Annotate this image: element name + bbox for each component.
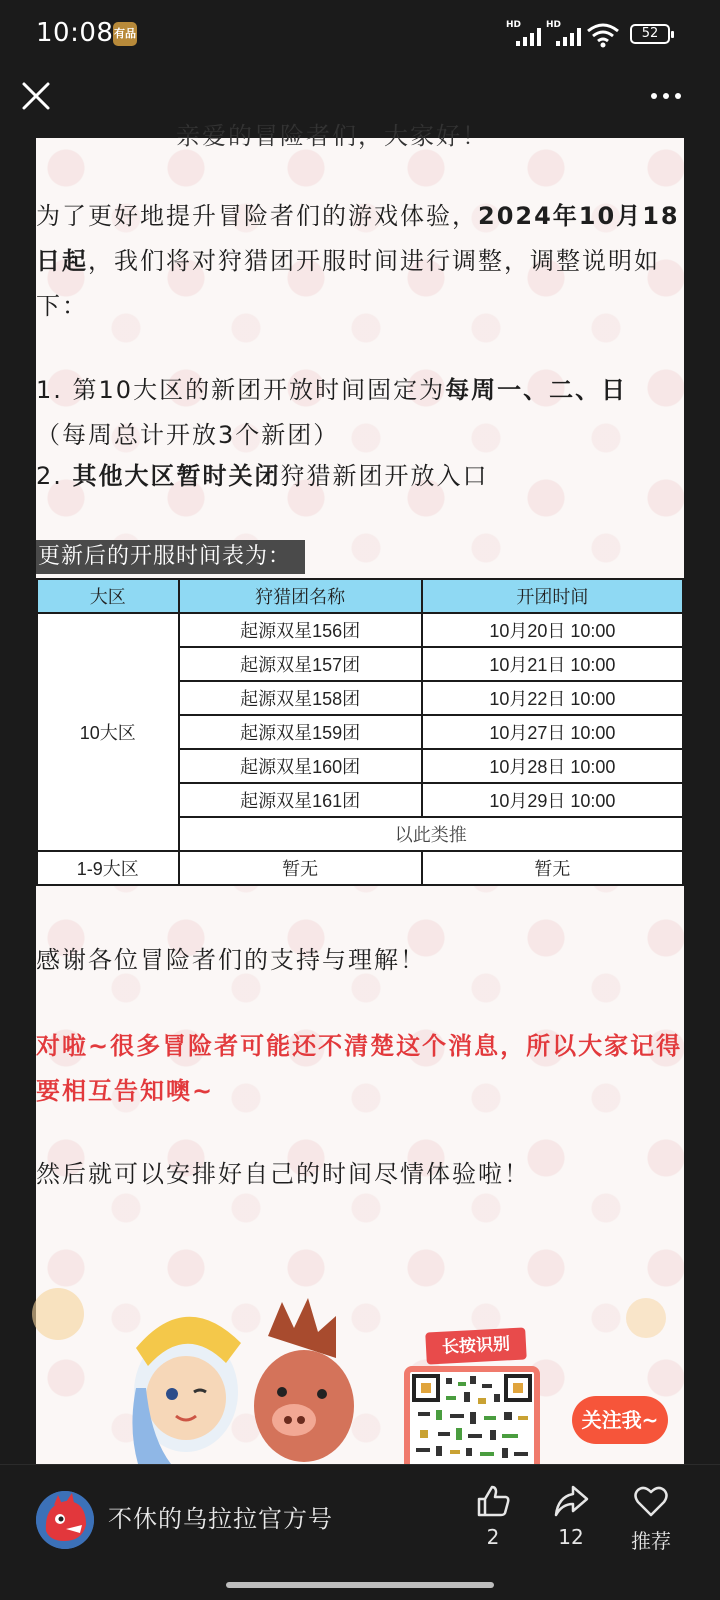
intro-date: 2024年10月18日起 [36,202,680,275]
follow-sticker: 关注我~ [572,1396,668,1444]
open-time-cell: 10月28日 10:00 [422,749,683,783]
table-header-row [37,579,683,613]
team-name-cell: 起源双星161团 [179,783,422,817]
header-region: 大区 [37,579,179,613]
signal-hd-label: HD [546,20,562,30]
intro-text-2: ，我们将对狩猎团开服时间进行调整，调整说明如下： [36,247,660,320]
schedule-title: 更新后的开服时间表为： [36,540,305,574]
closing-text: 然后就可以安排好自己的时间尽情体验啦！ [36,1160,530,1188]
team-name-cell: 起源双星157团 [179,647,422,681]
open-time-cell: 10月22日 10:00 [422,681,683,715]
app-badge-icon: 有品 [113,22,137,46]
signal-hd-label: HD [506,20,522,30]
intro-paragraph [36,194,684,329]
status-bar [0,0,720,70]
status-time: 10:08 [36,18,114,48]
item-1 [36,368,684,458]
home-indicator[interactable] [226,1582,494,1588]
intro-text: 为了更好地提升冒险者们的游戏体验， [36,202,478,230]
thumbs-up-icon [475,1483,511,1519]
item-2-prefix: 2. [36,462,73,490]
open-time-cell: 10月20日 10:00 [422,613,683,647]
more-icon[interactable] [644,84,688,108]
open-time-cell: 10月27日 10:00 [422,715,683,749]
schedule-table [36,578,684,886]
header-team-name: 狩猎团名称 [179,579,422,613]
red-monster-icon [36,1491,94,1549]
team-name-cell: 暂无 [179,851,422,885]
article-image [36,122,684,1464]
team-name-cell: 起源双星159团 [179,715,422,749]
account-name[interactable]: 不休的乌拉拉官方号 [108,1505,333,1533]
recommend-button[interactable] [616,1483,686,1554]
item-1-text: 1. 第10大区的新团开放时间固定为 [36,376,446,404]
account-avatar[interactable] [36,1491,94,1549]
item-2-text: 狩猎新团开放入口 [280,462,489,490]
like-button[interactable] [458,1483,528,1549]
thanks-text: 感谢各位冒险者们的支持与理解！ [36,946,426,974]
greeting-text: 亲爱的冒险者们，大家好！ [176,122,488,150]
share-icon [553,1483,589,1519]
battery-icon: 52 [630,24,670,44]
item-1-note: （每周总计开放3个新团） [36,421,340,449]
share-button[interactable] [536,1483,606,1549]
red-notice: 对啦~很多冒险者可能还不清楚这个消息，所以大家记得要相互告知噢~ [36,1032,683,1105]
item-2 [36,454,684,499]
team-name-cell: 起源双星160团 [179,749,422,783]
like-count: 2 [486,1525,500,1549]
item-1-days: 每周一、二、日 [445,376,628,404]
team-name-cell: 起源双星158团 [179,681,422,715]
region-10-cell: 10大区 [37,613,179,851]
region-1-9-cell: 1-9大区 [37,851,179,885]
wifi-icon [586,22,620,48]
heart-icon [633,1483,669,1519]
recommend-label: 推荐 [631,1529,671,1553]
table-row [37,851,683,885]
qr-label: 长按识别 [425,1327,527,1364]
poster [36,1288,684,1464]
table-row [37,613,683,647]
open-time-cell: 10月21日 10:00 [422,647,683,681]
etc-cell: 以此类推 [179,817,683,851]
open-time-cell: 10月29日 10:00 [422,783,683,817]
close-icon[interactable] [16,76,56,116]
open-time-cell: 暂无 [422,851,683,885]
item-2-bold: 其他大区暂时关闭 [72,462,281,490]
team-name-cell: 起源双星156团 [179,613,422,647]
bottom-bar [0,1464,720,1600]
header-open-time: 开团时间 [422,579,683,613]
share-count: 12 [558,1525,584,1549]
